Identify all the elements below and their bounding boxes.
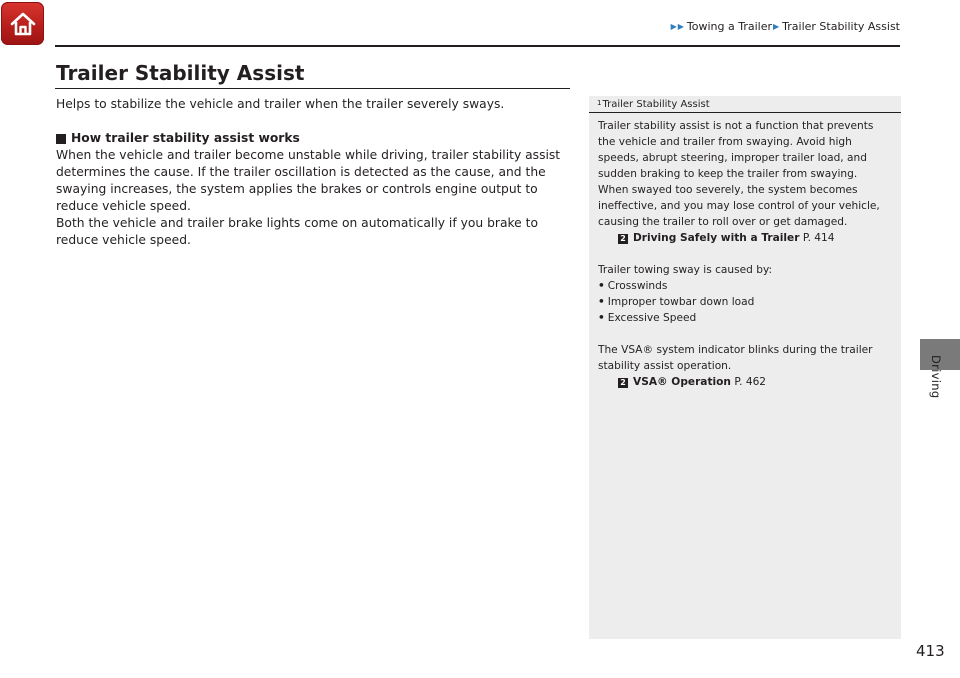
list-item-text: Excessive Speed bbox=[607, 312, 697, 324]
sidebar-header-text: Trailer Stability Assist bbox=[602, 99, 710, 110]
title-rule bbox=[55, 88, 570, 89]
list-item bbox=[598, 310, 889, 326]
list-item-text: Crosswinds bbox=[607, 280, 668, 292]
cross-reference-vsa-operation[interactable] bbox=[598, 374, 889, 390]
breadcrumb bbox=[671, 20, 900, 33]
breadcrumb-arrow-icon: ▶ bbox=[772, 22, 780, 31]
reference-arrow-icon: 2 bbox=[618, 378, 628, 388]
section-heading-text: How trailer stability assist works bbox=[71, 131, 300, 145]
home-icon bbox=[8, 9, 38, 39]
section-heading bbox=[56, 130, 571, 147]
breadcrumb-item-towing-a-trailer[interactable]: Towing a Trailer bbox=[686, 20, 772, 33]
header-rule bbox=[55, 45, 900, 47]
body-paragraph: Both the vehicle and trailer brake lights come on automatically if you brake to reduce vehicle speed. bbox=[56, 216, 538, 247]
bullet-icon: • bbox=[598, 312, 605, 324]
breadcrumb-arrow-icon: ▶ bbox=[677, 22, 684, 31]
list-item bbox=[598, 294, 889, 310]
reference-page: P. 462 bbox=[734, 376, 767, 388]
bullet-icon: • bbox=[598, 280, 605, 292]
page-number: 413 bbox=[916, 642, 945, 660]
reference-page: P. 414 bbox=[802, 232, 835, 244]
sidebar-body bbox=[589, 113, 901, 390]
body-paragraph: When the vehicle and trailer become unstable while driving, trailer stability assist determines the cause. If the trailer oscillation is detected as the cause, and the swaying increases, the system applies the brakes or controls engine output to reduce vehicle speed. bbox=[56, 148, 561, 213]
breadcrumb-arrow-icon: ▶ bbox=[670, 22, 677, 31]
intro-text: Helps to stabilize the vehicle and trailer when the trailer severely sways. bbox=[56, 97, 505, 111]
cross-reference-driving-safely[interactable] bbox=[598, 230, 889, 246]
list-item-text: Improper towbar down load bbox=[607, 296, 755, 308]
page-title: Trailer Stability Assist bbox=[56, 61, 305, 85]
breadcrumb-item-trailer-stability-assist[interactable]: Trailer Stability Assist bbox=[782, 20, 900, 33]
sidebar-paragraph: Trailer towing sway is caused by: bbox=[598, 264, 773, 276]
bullet-icon: • bbox=[598, 296, 605, 308]
main-content bbox=[56, 96, 571, 249]
reference-label: VSA® Operation bbox=[633, 376, 731, 388]
sidebar-note-number: 1 bbox=[597, 98, 602, 107]
reference-label: Driving Safely with a Trailer bbox=[633, 232, 800, 244]
square-bullet-icon bbox=[56, 134, 66, 144]
sidebar-paragraph: The VSA® system indicator blinks during the trailer stability assist operation. bbox=[598, 344, 873, 372]
sidebar-note bbox=[589, 96, 901, 639]
sidebar-header bbox=[589, 96, 901, 113]
sidebar-paragraph: Trailer stability assist is not a function that prevents the vehicle and trailer from swaying. Avoid high speeds, abrupt steering, improper trailer load, and sudden braking to keep the trailer from swaying. When swayed too severely, the system becomes ineffective, and you may lose control of your vehicle, causing the trailer to roll over or get damaged. bbox=[598, 120, 880, 228]
reference-arrow-icon: 2 bbox=[618, 234, 628, 244]
list-item bbox=[598, 278, 889, 294]
chapter-label: Driving bbox=[929, 355, 943, 399]
home-button[interactable] bbox=[1, 2, 44, 45]
